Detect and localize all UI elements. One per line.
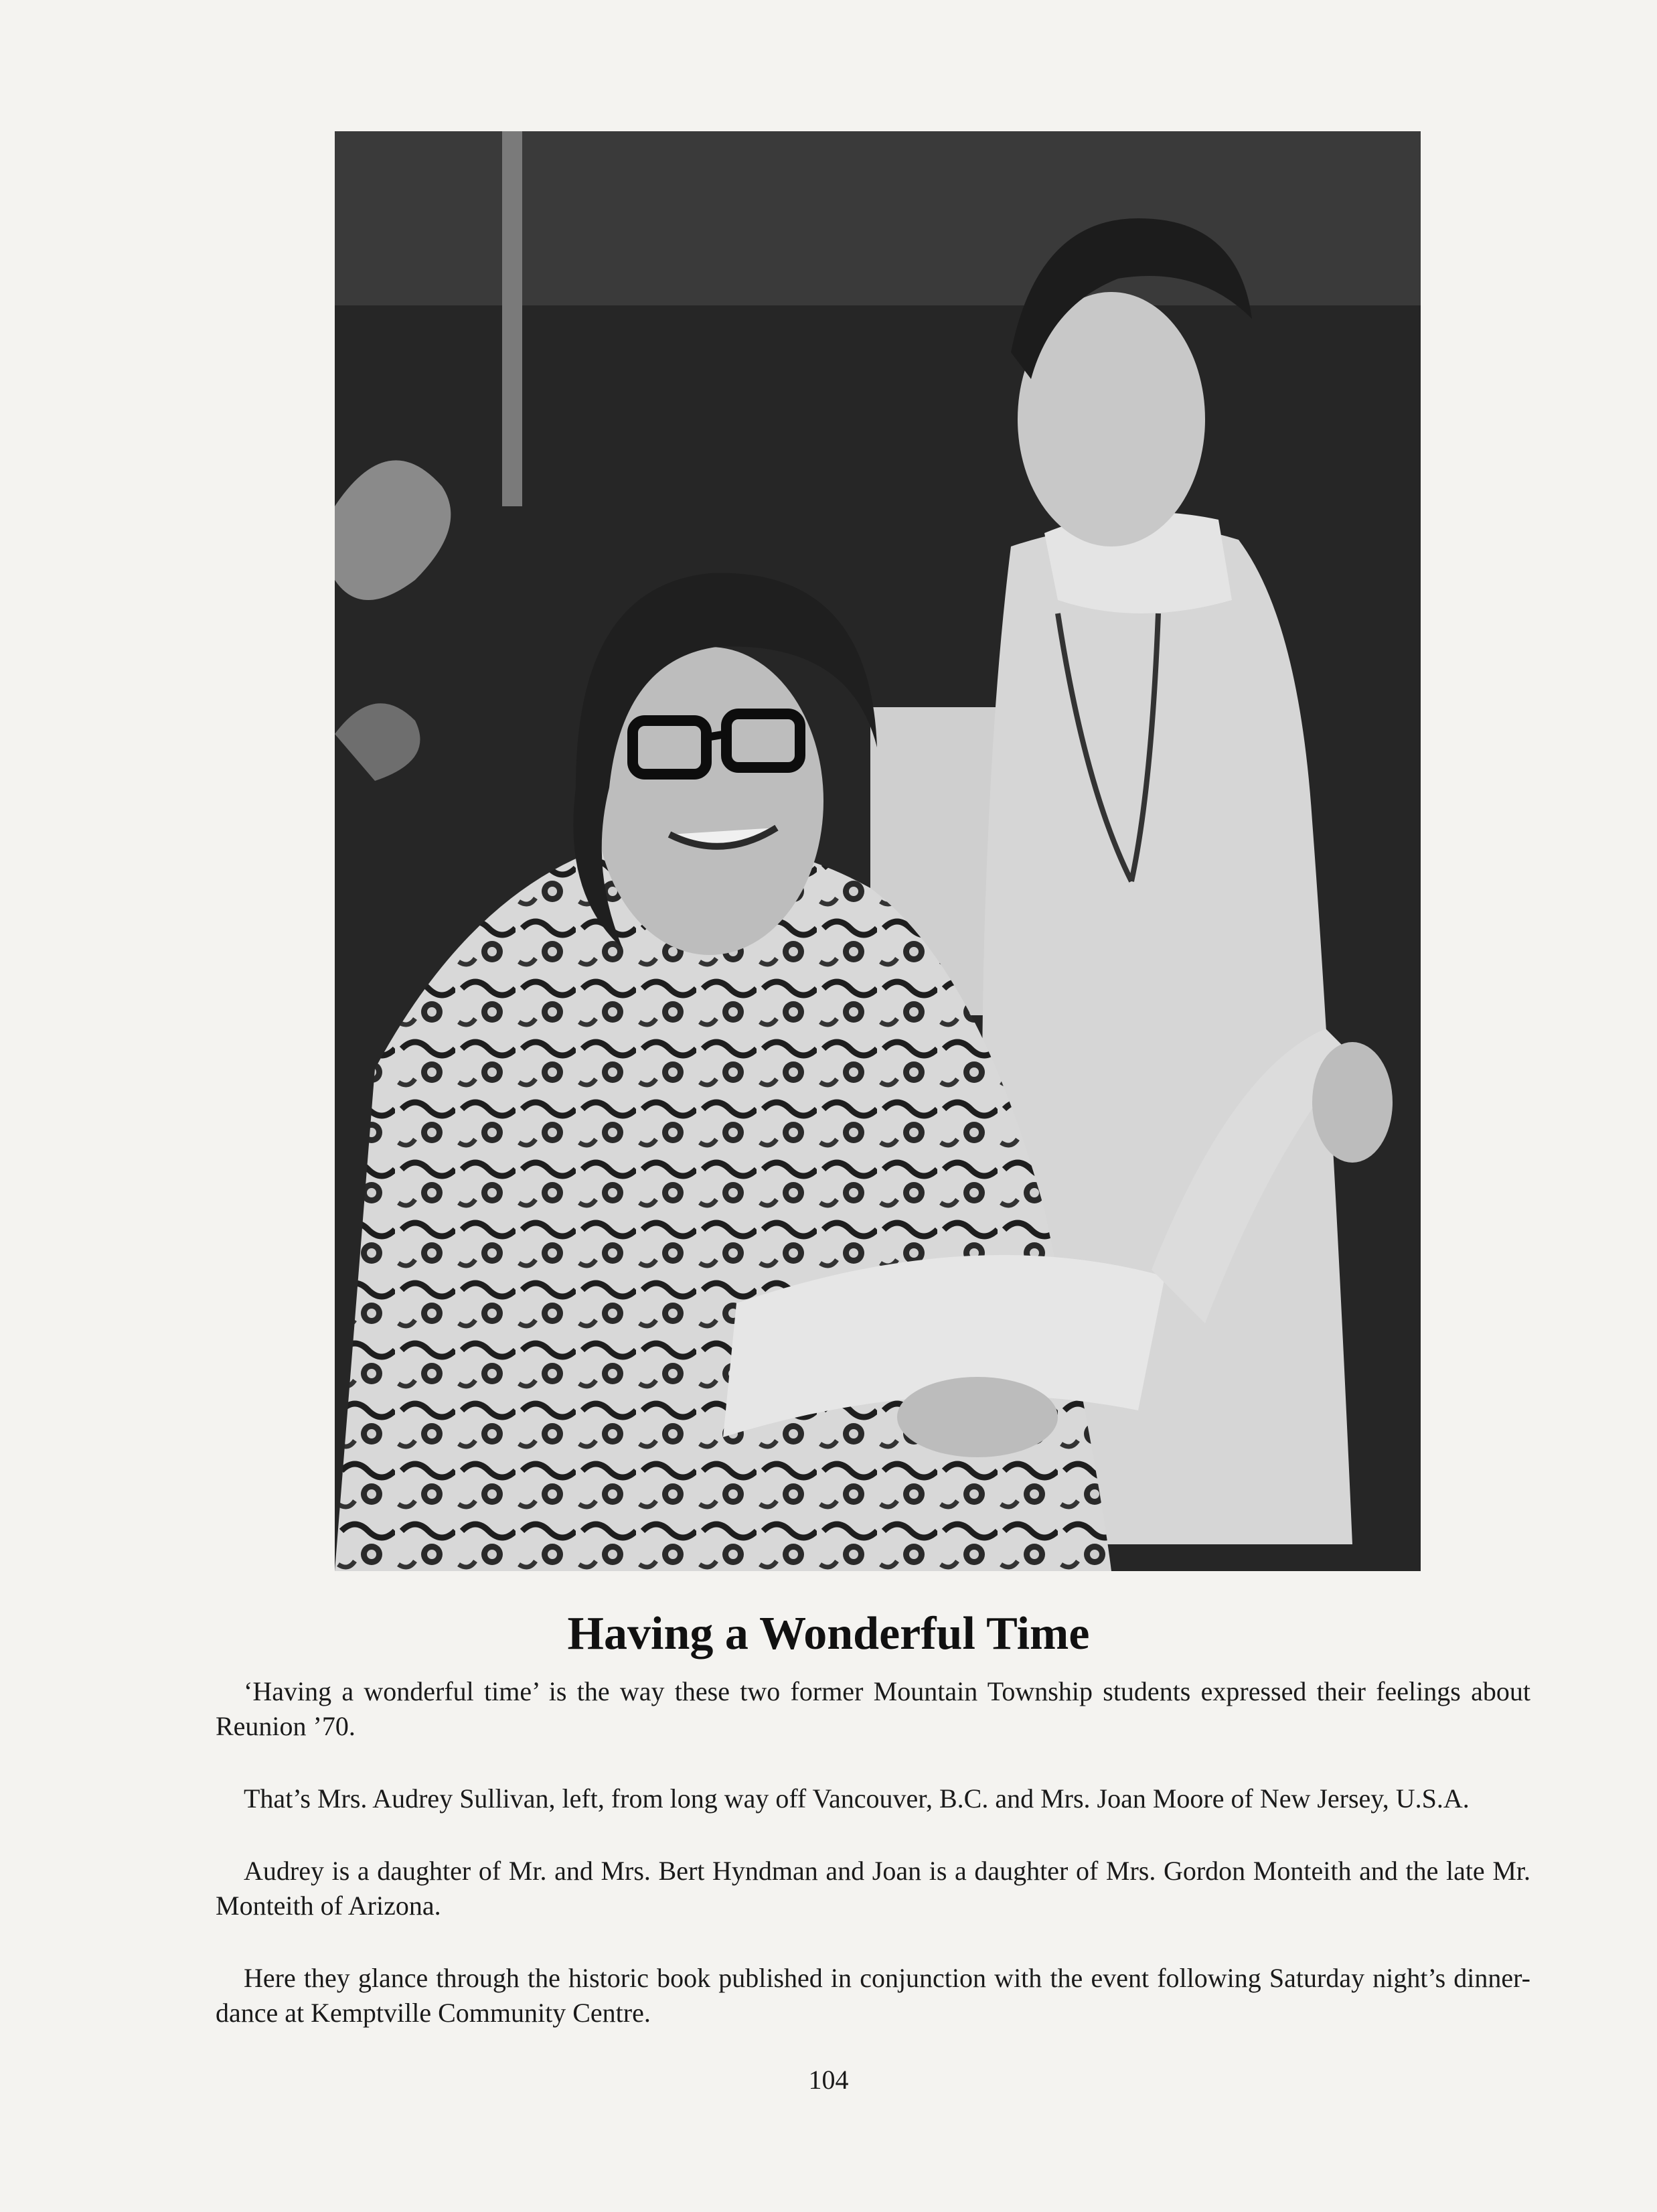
paragraph: Audrey is a daughter of Mr. and Mrs. Bert Hyndman and Joan is a daughter of Mrs. Gordon Monteith and the late Mr. Monteith of Arizona. — [216, 1856, 1530, 1921]
headline: Having a Wonderful Time — [567, 1608, 1090, 1660]
article-photo — [335, 131, 1421, 1571]
page-number: 104 — [808, 2065, 849, 2095]
paragraph: ‘Having a wonderful time’ is the way these two former Mountain Township students expressed their feelings about Reunion ’70. — [216, 1676, 1530, 1741]
article-body — [216, 1674, 1530, 2068]
paragraph: That’s Mrs. Audrey Sullivan, left, from long way off Vancouver, B.C. and Mrs. Joan Moore of New Jersey, U.S.A. — [244, 1783, 1470, 1814]
paragraph: Here they glance through the historic book published in conjunction with the event following Saturday night’s dinner-dance at Kemptville Community Centre. — [216, 1963, 1530, 2028]
